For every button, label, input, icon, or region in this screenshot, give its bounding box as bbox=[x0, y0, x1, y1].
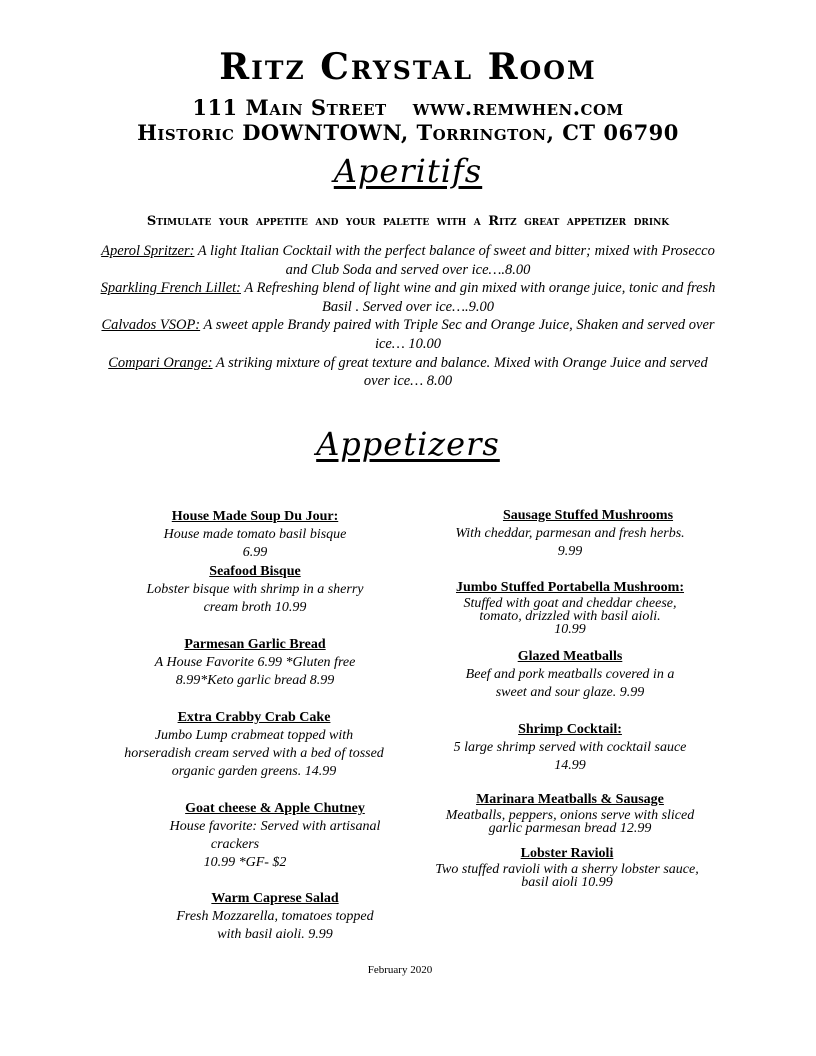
appetizer-item bbox=[110, 890, 440, 944]
drink-item bbox=[96, 242, 720, 279]
appetizer-item bbox=[110, 563, 400, 617]
drink-description: A sweet apple Brandy paired with Triple Sec and Orange Juice, Shaken and served over ice… 10.00 bbox=[200, 317, 715, 352]
restaurant-title: Ritz Crystal Room bbox=[219, 46, 597, 88]
appetizer-item bbox=[104, 709, 404, 781]
appetizer-item bbox=[110, 800, 440, 872]
appetizer-name: Sausage Stuffed Mushrooms bbox=[502, 508, 674, 523]
appetizer-description: cream broth 10.99 bbox=[203, 600, 307, 615]
appetizer-description: Jumbo Lump crabmeat topped with bbox=[154, 728, 354, 743]
appetizer-price: 9.99 bbox=[557, 544, 583, 559]
appetizer-item bbox=[420, 579, 720, 636]
appetizer-description: Beef and pork meatballs covered in a bbox=[465, 667, 675, 682]
drink-name: Compari Orange: bbox=[108, 354, 213, 371]
appetizer-description: 10.99 bbox=[554, 622, 586, 637]
appetizer-description: Fresh Mozzarella, tomatoes topped bbox=[176, 909, 374, 924]
appetizer-description: House made tomato basil bisque bbox=[163, 527, 347, 542]
appetizer-description: horseradish cream served with a bed of tossed bbox=[124, 746, 384, 761]
appetizer-price: 6.99 bbox=[242, 545, 268, 560]
appetizer-description: Lobster bisque with shrimp in a sherry bbox=[146, 582, 364, 597]
appetizer-name: Goat cheese & Apple Chutney bbox=[185, 801, 365, 816]
appetizer-name: Seafood Bisque bbox=[209, 564, 301, 579]
appetizer-name: Jumbo Stuffed Portabella Mushroom: bbox=[455, 580, 685, 595]
drink-name: Sparkling French Lillet: bbox=[100, 280, 241, 297]
appetizer-name: Parmesan Garlic Bread bbox=[184, 637, 326, 652]
appetizer-name: House Made Soup Du Jour: bbox=[171, 509, 339, 524]
drink-item bbox=[96, 279, 720, 316]
footer-date: February 2020 bbox=[367, 964, 433, 976]
appetizer-description: basil aioli 10.99 bbox=[521, 875, 613, 890]
appetizer-description: 8.99*Keto garlic bread 8.99 bbox=[175, 673, 335, 688]
aperitifs-list bbox=[96, 242, 720, 391]
drink-description: A light Italian Cocktail with the perfect balance of sweet and bitter; mixed with Prosecco and Club Soda and served over ice….8.00 bbox=[194, 243, 715, 278]
appetizer-description: tomato, drizzled with basil aioli. bbox=[479, 609, 661, 624]
appetizer-item bbox=[420, 721, 720, 775]
drink-item bbox=[96, 316, 720, 353]
appetizer-item bbox=[420, 791, 720, 835]
appetizer-description: with basil aioli. 9.99 bbox=[217, 927, 333, 942]
appetizer-name: Glazed Meatballs bbox=[517, 649, 623, 664]
drink-item bbox=[96, 354, 720, 391]
appetizer-description: 10.99 *GF- $2 bbox=[203, 855, 287, 870]
aperitifs-heading: Aperitifs bbox=[333, 152, 483, 190]
appetizer-description: Stuffed with goat and cheddar cheese, bbox=[463, 596, 677, 611]
appetizer-description: garlic parmesan bread 12.99 bbox=[488, 821, 652, 836]
appetizer-description: Two stuffed ravioli with a sherry lobster sauce, bbox=[435, 862, 699, 877]
appetizer-item bbox=[420, 507, 720, 561]
appetizer-description: sweet and sour glaze. 9.99 bbox=[495, 685, 645, 700]
appetizer-item bbox=[110, 508, 400, 562]
appetizer-description: 5 large shrimp served with cocktail sauce bbox=[453, 740, 687, 755]
appetizer-description: 14.99 bbox=[554, 758, 586, 773]
appetizer-name: Lobster Ravioli bbox=[520, 846, 614, 861]
address-line-2: Historic DOWNTOWN, Torrington, CT 06790 bbox=[137, 120, 679, 145]
appetizer-item bbox=[412, 845, 722, 889]
appetizer-item bbox=[110, 636, 400, 690]
appetizer-description: House favorite: Served with artisanal bbox=[169, 819, 381, 834]
appetizer-description: Meatballs, peppers, onions serve with sliced bbox=[445, 808, 695, 823]
appetizers-heading: Appetizers bbox=[316, 425, 500, 463]
website-link[interactable]: www.remwhen.com bbox=[412, 95, 624, 120]
address-line-1 bbox=[0, 95, 816, 120]
drink-description: A striking mixture of great texture and balance. Mixed with Orange Juice and served over ice… 8.00 bbox=[212, 354, 708, 390]
appetizer-description: With cheddar, parmesan and fresh herbs. bbox=[455, 526, 685, 541]
drink-name: Aperol Spritzer: bbox=[101, 243, 195, 259]
appetizer-description: crackers bbox=[210, 837, 260, 852]
appetizer-description: A House Favorite 6.99 *Gluten free bbox=[154, 655, 356, 670]
drink-description: A Refreshing blend of light wine and gin mixed with orange juice, tonic and fresh Basil . Served over ice….9.00 bbox=[241, 280, 716, 315]
appetizer-name: Extra Crabby Crab Cake bbox=[177, 710, 331, 725]
appetizer-name: Shrimp Cocktail: bbox=[518, 722, 622, 737]
aperitifs-tagline: Stimulate your appetite and your palette with a Ritz great appetizer drink bbox=[146, 214, 670, 229]
appetizer-description: organic garden greens. 14.99 bbox=[171, 764, 337, 779]
appetizer-name: Warm Caprese Salad bbox=[211, 891, 339, 906]
appetizer-item bbox=[420, 648, 720, 702]
street-address: 111 Main Street bbox=[192, 95, 387, 120]
appetizer-name: Marinara Meatballs & Sausage bbox=[476, 792, 664, 807]
drink-name: Calvados VSOP: bbox=[101, 317, 201, 334]
